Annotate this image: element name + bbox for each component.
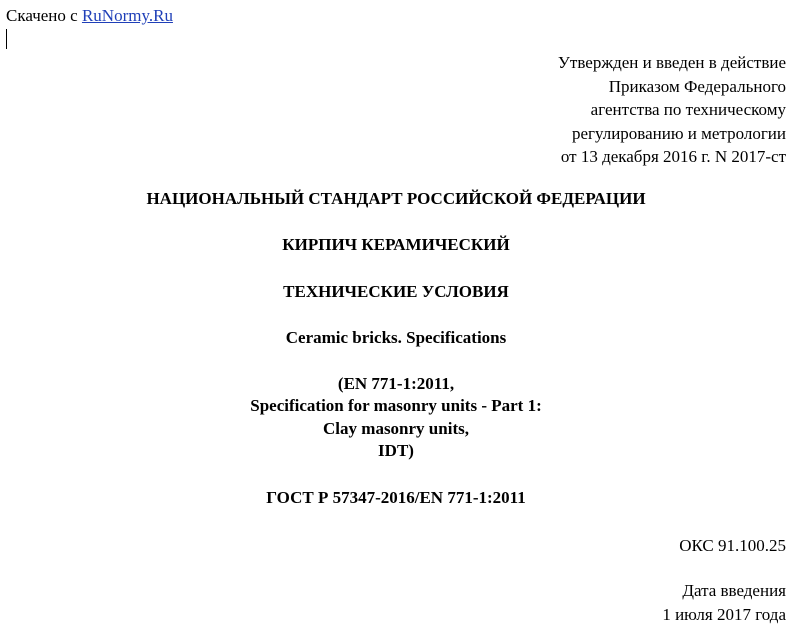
equivalence-line: (EN 771-1:2011, — [337, 374, 455, 393]
text-cursor — [6, 29, 7, 49]
effective-date-block — [662, 579, 786, 626]
approval-line: Приказом Федерального — [608, 76, 786, 96]
effective-date-line: 1 июля 2017 года — [662, 604, 786, 624]
national-standard-title — [0, 188, 792, 210]
product-title-text: КИРПИЧ КЕРАМИЧЕСКИЙ — [282, 235, 510, 254]
downloaded-from-line — [6, 5, 173, 27]
approval-block — [558, 51, 786, 169]
oks-code — [679, 534, 786, 558]
equivalence-line: Clay masonry units, — [323, 418, 469, 438]
site-link[interactable]: RuNormy.Ru — [81, 6, 173, 25]
approval-line: регулированию и метрологии — [571, 123, 786, 143]
equivalence-line: IDT) — [378, 441, 414, 461]
oks-code-text: ОКС 91.100.25 — [679, 536, 786, 555]
technical-conditions-title — [0, 281, 792, 303]
approval-line: агентства по техническому — [590, 100, 786, 120]
national-standard-title-text: НАЦИОНАЛЬНЫЙ СТАНДАРТ РОССИЙСКОЙ ФЕДЕРАЦИИ — [146, 189, 646, 208]
equivalence-line: Specification for masonry units - Part 1: — [250, 396, 542, 416]
standard-designation-text: ГОСТ Р 57347-2016/EN 771-1:2011 — [266, 488, 526, 507]
approval-line: Утвержден и введен в действие — [557, 53, 786, 72]
product-title — [0, 234, 792, 256]
technical-conditions-title-text: ТЕХНИЧЕСКИЕ УСЛОВИЯ — [283, 282, 509, 301]
approval-line: от 13 декабря 2016 г. N 2017-ст — [560, 147, 786, 167]
standard-designation — [0, 487, 792, 509]
equivalence-block — [0, 373, 792, 463]
english-title-text: Ceramic bricks. Specifications — [285, 328, 507, 347]
effective-date-line: Дата введения — [682, 581, 786, 600]
english-title — [0, 327, 792, 349]
downloaded-prefix: Скачено с — [6, 6, 82, 25]
